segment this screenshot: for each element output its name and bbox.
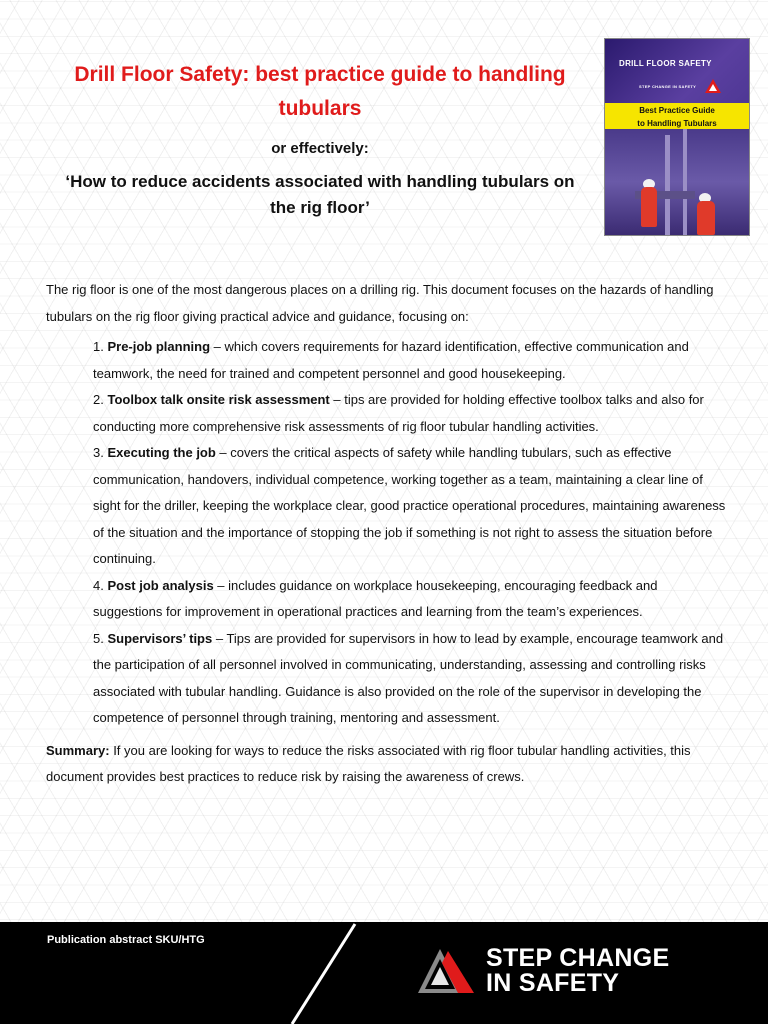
list-item [93,626,726,732]
document-header [40,58,600,221]
intro-paragraph: The rig floor is one of the most dangerous places on a drilling rig. This document focuses on the hazards of handling tubulars on the rig floor giving practical advice and guidance, focusing on: [46,282,714,324]
guide-cover-image [604,38,750,236]
item-heading: Executing the job [107,445,216,460]
cover-logo-icon [705,79,721,93]
cover-band-line-2: to Handling Tubulars [637,119,717,128]
abstract-body [46,277,726,791]
pipe-shape [665,135,670,235]
brand-wordmark [486,946,669,996]
question-line-1: ‘How to reduce accidents associated with handling tubulars on [65,172,575,191]
item-number: 1. [93,339,104,354]
item-number: 5. [93,630,104,646]
pipe-shape [683,129,687,235]
step-change-logo-icon [418,947,476,995]
cover-photo [605,129,749,235]
brand-line-1: STEP CHANGE [486,944,670,972]
item-text: – covers the critical aspects of safety while handling tubulars, such as effective communication, handovers, individual competence, working together as a team, maintaining a clear line of sight for the driller, keeping the workplace clear, good practice operational procedures, maintaining awareness of the situation and the importance of stopping the job if something is not right to assess the situation before continuing. [93,445,726,566]
list-item [93,334,726,387]
summary-label: Summary: [46,742,110,758]
item-text: – which covers requirements for hazard identification, effective communication and teamwork, the need for trained and competent personnel and good housekeeping. [93,339,689,381]
item-heading: Pre-job planning [107,339,211,354]
item-text: – Tips are provided for supervisors in how to lead by example, encourage teamwork and the participation of all personnel involved in communicating, understanding, assessing and controlling risks associated with tubular handling. Guidance is also provided on the role of the supervisor in developing the competence of personnel through training, mentoring and assessment. [93,630,724,725]
question-heading [40,169,600,221]
item-heading: Post job analysis [107,577,214,593]
item-number: 2. [93,392,104,407]
cover-brand: STEP CHANGE IN SAFETY [639,84,697,89]
question-line-2: the rig floor’ [270,198,370,217]
worker-figure [697,201,715,235]
title-line-2: tubulars [278,97,362,120]
subtitle: or effectively: [271,140,369,157]
document-title [40,58,600,126]
item-heading: Supervisors’ tips [107,630,213,646]
worker-figure [641,187,657,227]
item-number: 4. [93,577,104,593]
cover-yellow-band [605,103,749,129]
list-item [93,440,726,573]
brand-line-2: IN SAFETY [486,969,620,997]
item-text: – includes guidance on workplace housekeeping, encouraging feedback and suggestions for improvement in operational practices and learning from the team’s experiences. [93,577,658,619]
focus-list [93,334,726,732]
cover-title: DRILL FLOOR SAFETY [619,59,712,68]
summary-text: If you are looking for ways to reduce the risks associated with rig floor tubular handling activities, this document provides best practices to reduce risk by raising the awareness of crews. [46,742,691,784]
publication-label: Publication abstract SKU/HTG [47,934,205,946]
list-item [93,387,726,440]
title-line-1: Drill Floor Safety: best practice guide to handling [74,63,566,86]
list-item [93,573,726,626]
footer-bar [0,922,768,1024]
summary-paragraph [46,738,726,791]
cover-band-line-1: Best Practice Guide [639,106,715,115]
item-heading: Toolbox talk onsite risk assessment [107,392,330,407]
item-text: – tips are provided for holding effective toolbox talks and also for conducting more comprehensive risk assessments of rig floor tubular handling activities. [93,392,704,434]
item-number: 3. [93,445,104,460]
